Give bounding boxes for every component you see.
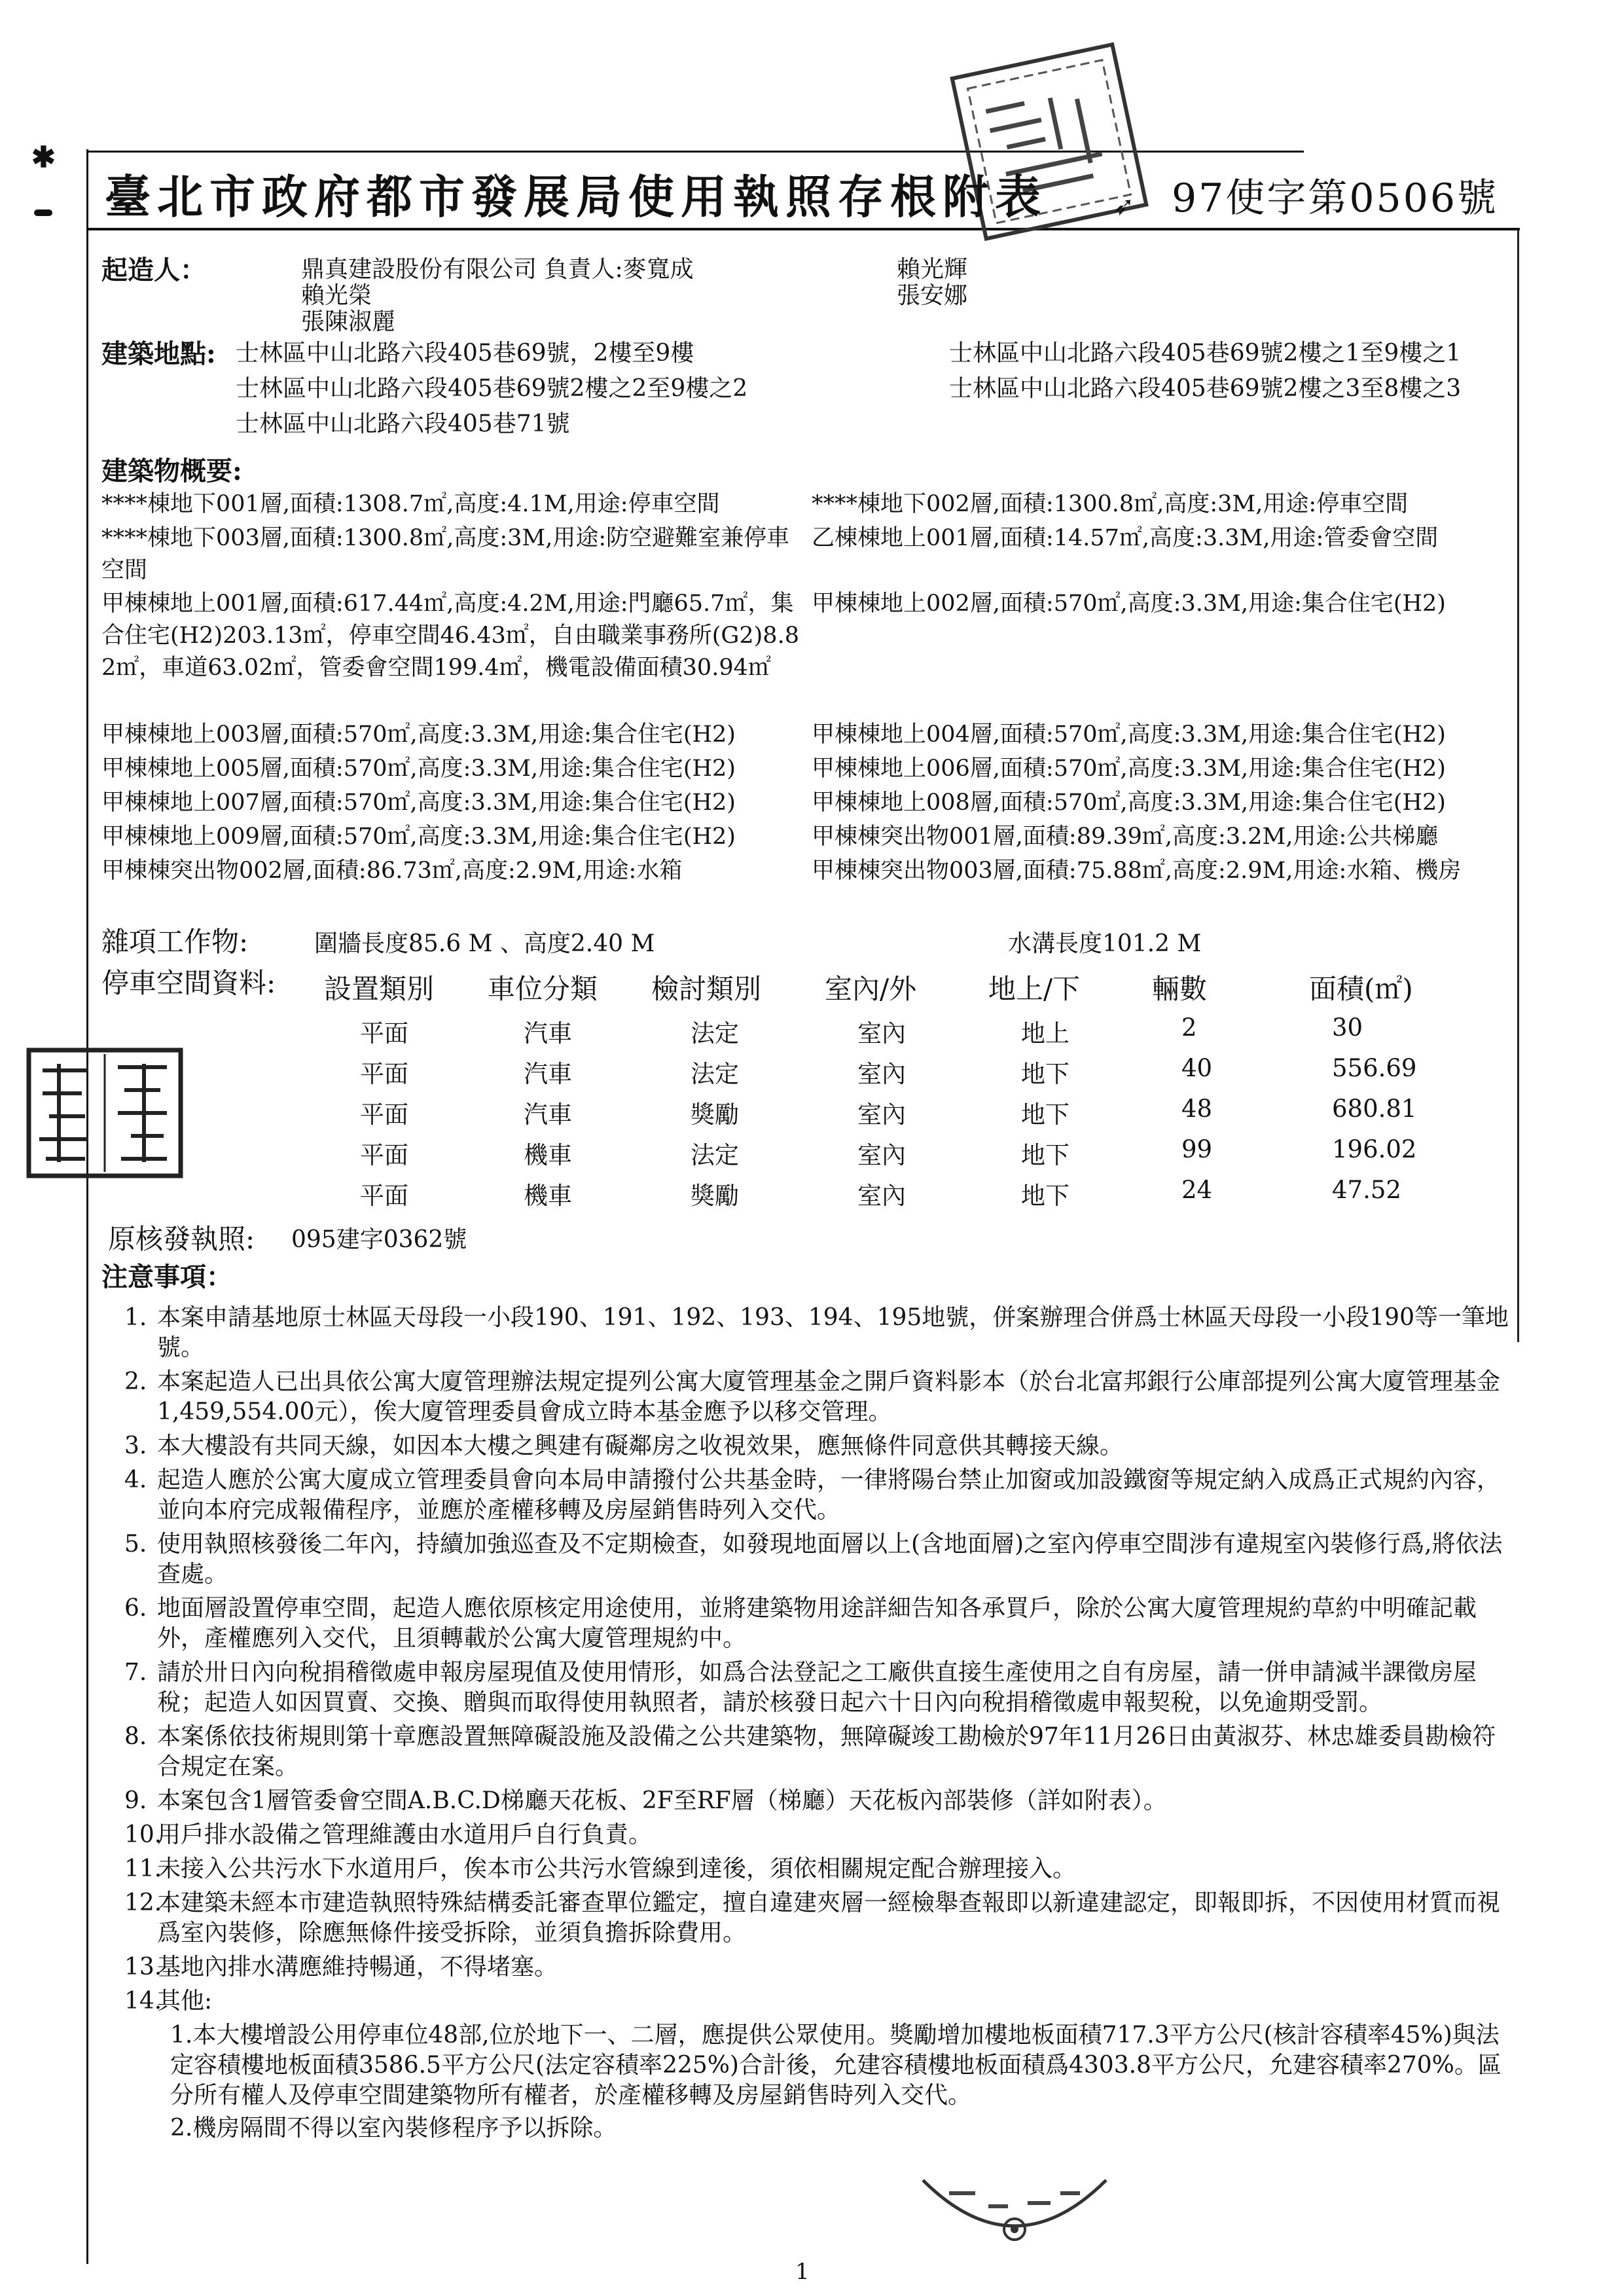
overview-item: ****棟地下001層,面積:1308.7㎡,高度:4.1M,用途:停車空間 <box>101 491 720 517</box>
original-permit-label: 原核發執照: <box>108 1223 255 1255</box>
note-number: 14. <box>124 1988 162 2014</box>
misc-works-label: 雜項工作物: <box>101 926 249 958</box>
overview-item: 甲棟棟突出物003層,面積:75.88㎡,高度:2.9M,用途:水箱、機房 <box>812 858 1462 884</box>
notes-list <box>124 1303 1519 2146</box>
parking-cell: 平面 <box>360 1019 408 1048</box>
overview-item: 甲棟棟突出物001層,面積:89.39㎡,高度:3.2M,用途:公共梯廳 <box>812 824 1439 850</box>
parking-cell: 2 <box>1181 1013 1197 1042</box>
wall-spec: 圍牆長度85.6 M 、高度2.40 M <box>314 930 655 957</box>
other-item: 2.機房隔間不得以室內裝修程序予以拆除。 <box>170 2115 617 2141</box>
parking-cell: 196.02 <box>1332 1135 1417 1163</box>
note-text: 其他: <box>157 1988 213 2014</box>
note-text: 地面層設置停車空間，起造人應依原核定用途使用，並將建築物用途詳細告知各承買戶，除於公寓大廈管理規約草約中明確記載外，產權應列入交代，且須轉載於公寓大廈管理規約中。 <box>157 1595 1477 1652</box>
overview-item: 甲棟棟突出物002層,面積:86.73㎡,高度:2.9M,用途:水箱 <box>101 858 683 884</box>
note-number: 4. <box>124 1467 147 1493</box>
parking-cell: 室內 <box>857 1060 906 1088</box>
parking-label: 停車空間資料: <box>101 967 276 999</box>
note-number: 2. <box>124 1368 147 1395</box>
note-number: 8. <box>124 1723 147 1750</box>
builder-name: 賴光輝 <box>897 256 968 283</box>
overview-item: 甲棟棟地上006層,面積:570㎡,高度:3.3M,用途:集合住宅(H2) <box>812 756 1446 782</box>
note-text: 本案包含1層管委會空間A.B.C.D梯廳天花板、2F至RF層（梯廳）天花板內部裝修（詳如附表）。 <box>157 1787 1167 1814</box>
note-text: 本大樓設有共同天線，如因本大樓之興建有礙鄰房之收視效果，應無條件同意供其轉接天線。 <box>157 1432 1124 1459</box>
note-item <box>124 1722 1519 1782</box>
note-item <box>124 1529 1519 1590</box>
parking-cell: 99 <box>1181 1135 1213 1163</box>
overview-item: ****棟地下003層,面積:1300.8㎡,高度:3M,用途:防空避難室兼停車空間 <box>101 525 790 583</box>
parking-cell: 汽車 <box>524 1060 572 1088</box>
parking-cell: 法定 <box>691 1019 739 1048</box>
overview-item: ****棟地下002層,面積:1300.8㎡,高度:3M,用途:停車空間 <box>812 491 1409 517</box>
note-item <box>124 1367 1519 1427</box>
parking-cell: 680.81 <box>1332 1095 1417 1123</box>
page-title: 臺北市政府都市發展局使用執照存根附表 <box>105 170 1047 224</box>
note-text: 起造人應於公寓大廈成立管理委員會向本局申請撥付公共基金時，一律將陽台禁止加窗或加設鐵窗等規定納入成爲正式規約內容，並向本府完成報備程序，並應於產權移轉及房屋銷售時列入交代。 <box>157 1467 1501 1523</box>
site-address: 士林區中山北路六段405巷69號2樓之2至9樓之2 <box>236 375 748 402</box>
overview-item: 甲棟棟地上001層,面積:617.44㎡,高度:4.2M,用途:門廳65.7㎡，集合住宅(H2)203.13㎡，停車空間46.43㎡，自由職業事務所(G2)8.82㎡，車道63.02㎡，管委會空間199.4㎡，機電設備面積30.94㎡ <box>101 591 799 681</box>
parking-cell: 24 <box>1181 1176 1213 1204</box>
site-address: 士林區中山北路六段405巷69號，2樓至9樓 <box>236 340 694 367</box>
original-permit-number: 095建字0362號 <box>291 1226 467 1253</box>
parking-header: 車位分類 <box>488 973 598 1005</box>
builder-name: 張安娜 <box>897 282 968 309</box>
overview-item: 甲棟棟地上003層,面積:570㎡,高度:3.3M,用途:集合住宅(H2) <box>101 721 736 748</box>
parking-cell: 地下 <box>1021 1060 1070 1088</box>
note-text: 本建築未經本市建造執照特殊結構委託審查單位鑑定，擅自違建夾層一經檢舉查報即以新違建認定，即報即拆，不因使用材質而視爲室內裝修，除應無條件接受拆除，並須負擔拆除費用。 <box>157 1889 1501 1946</box>
note-text: 本案係依技術規則第十章應設置無障礙設施及設備之公共建築物，無障礙竣工勘檢於97年11月26日由黃淑芬、林忠雄委員勘檢符合規定在案。 <box>157 1723 1496 1780</box>
note-item <box>124 1786 1519 1816</box>
other-item: 1.本大樓增設公用停車位48部,位於地下一、二層，應提供公眾使用。獎勵增加樓地板面積717.3平方公尺(核計容積率45%)與法定容積樓地板面積3586.5平方公尺(法定容積率225%)合計後，允建容積樓地板面積爲4303.8平方公尺，允建容積率270%。區分所有權人及停車空間建築物所有權者，於產權移轉及房屋銷售時列入交代。 <box>170 2022 1501 2109</box>
note-text: 基地內排水溝應維持暢通，不得堵塞。 <box>157 1954 558 1980</box>
notes-label: 注意事項： <box>101 1262 232 1292</box>
note-number: 3. <box>124 1432 147 1459</box>
parking-cell: 汽車 <box>524 1019 572 1048</box>
note-number: 13. <box>124 1954 162 1980</box>
parking-cell: 室內 <box>857 1101 906 1129</box>
site-address: 士林區中山北路六段405巷71號 <box>236 410 570 437</box>
parking-cell: 地上 <box>1021 1019 1070 1048</box>
note-text: 本案起造人已出具依公寓大廈管理辦法規定提列公寓大廈管理基金之開戶資料影本（於台北富邦銀行公庫部提列公寓大廈管理基金1,459,554.00元），俟大廈管理委員會成立時本基金應予以移交管理。 <box>157 1368 1501 1425</box>
parking-cell: 平面 <box>360 1101 408 1129</box>
official-seal-stamp-bottom <box>910 2174 1119 2259</box>
parking-cell: 機車 <box>524 1141 572 1169</box>
parking-cell: 室內 <box>857 1019 906 1048</box>
note-text: 本案申請基地原士林區天母段一小段190、191、192、193、194、195地號，併案辦理合併爲士林區天母段一小段190等一筆地號。 <box>157 1304 1509 1361</box>
overview-item: 乙棟棟地上001層,面積:14.57㎡,高度:3.3M,用途:管委會空間 <box>812 525 1439 551</box>
overview-item: 甲棟棟地上004層,面積:570㎡,高度:3.3M,用途:集合住宅(H2) <box>812 721 1446 748</box>
note-text: 使用執照核發後二年內，持續加強巡查及不定期檢查，如發現地面層以上(含地面層)之室內停車空間涉有違規室內裝修行爲,將依法查處。 <box>157 1531 1503 1588</box>
parking-cell: 平面 <box>360 1182 408 1210</box>
parking-cell: 地下 <box>1021 1141 1070 1169</box>
frame-left-line <box>86 149 88 2264</box>
parking-cell: 平面 <box>360 1141 408 1169</box>
note-number: 12. <box>124 1889 162 1916</box>
note-text: 請於卅日內向稅捐稽徵處申報房屋現值及使用情形，如爲合法登記之工廠供直接生產使用之自有房屋，請一併申請減半課徵房屋稅；起造人如因買賣、交換、贈與而取得使用執照者，請於核發日起六十日內向稅捐稽徵處申報契稅，以免逾期受罰。 <box>157 1659 1477 1716</box>
parking-header: 輛數 <box>1152 973 1208 1005</box>
parking-cell: 法定 <box>691 1060 739 1088</box>
document-number: 97使字第0506號 <box>1172 175 1499 221</box>
parking-header: 設置類別 <box>324 973 435 1005</box>
site-address: 士林區中山北路六段405巷69號2樓之1至9樓之1 <box>949 340 1462 367</box>
parking-cell: 地下 <box>1021 1182 1070 1210</box>
note-item <box>124 1854 1519 1884</box>
frame-right-line <box>1517 229 1519 1342</box>
parking-cell: 47.52 <box>1332 1176 1401 1204</box>
parking-header: 面積(㎡) <box>1309 973 1413 1005</box>
official-seal-stamp-left <box>26 1048 183 1178</box>
note-item <box>124 1888 1519 1948</box>
other-items-list <box>124 2020 1519 2143</box>
parking-cell: 獎勵 <box>691 1101 739 1129</box>
overview-label: 建築物概要: <box>101 456 242 486</box>
parking-cell: 室內 <box>857 1182 906 1210</box>
note-item <box>124 1594 1519 1654</box>
site-address: 士林區中山北路六段405巷69號2樓之3至8樓之3 <box>949 375 1462 402</box>
parking-cell: 30 <box>1332 1013 1363 1042</box>
parking-cell: 平面 <box>360 1060 408 1088</box>
margin-mark-icon: ✱ <box>31 141 56 174</box>
title-divider-line <box>86 228 1520 230</box>
note-item <box>124 1658 1519 1718</box>
site-label: 建築地點: <box>101 338 216 369</box>
parking-cell: 556.69 <box>1332 1054 1417 1082</box>
parking-cell: 機車 <box>524 1182 572 1210</box>
note-number: 1. <box>124 1304 147 1331</box>
builder-name: 鼎真建設股份有限公司 負責人:麥寬成 <box>301 256 694 283</box>
parking-cell: 汽車 <box>524 1101 572 1129</box>
overview-item: 甲棟棟地上009層,面積:570㎡,高度:3.3M,用途:集合住宅(H2) <box>101 824 736 850</box>
ditch-spec: 水溝長度101.2 M <box>1008 930 1202 957</box>
parking-cell: 室內 <box>857 1141 906 1169</box>
note-item <box>124 1820 1519 1850</box>
parking-cell: 40 <box>1181 1054 1213 1082</box>
parking-header: 室內/外 <box>825 973 917 1005</box>
parking-cell: 地下 <box>1021 1101 1070 1129</box>
parking-cell: 獎勵 <box>691 1182 739 1210</box>
overview-item: 甲棟棟地上002層,面積:570㎡,高度:3.3M,用途:集合住宅(H2) <box>812 591 1446 617</box>
note-text: 用戶排水設備之管理維護由水道用戶自行負責。 <box>157 1821 653 1848</box>
overview-item: 甲棟棟地上005層,面積:570㎡,高度:3.3M,用途:集合住宅(H2) <box>101 756 736 782</box>
arrow-mark-icon: ➶ <box>1113 191 1135 221</box>
parking-cell: 法定 <box>691 1141 739 1169</box>
note-item <box>124 1465 1519 1525</box>
note-number: 10. <box>124 1821 162 1848</box>
parking-header: 地上/下 <box>988 973 1081 1005</box>
page-number: 1 <box>795 2259 810 2285</box>
builder-name: 張陳淑麗 <box>301 308 396 335</box>
note-item <box>124 1303 1519 1363</box>
note-item <box>124 1952 1519 1982</box>
overview-item: 甲棟棟地上008層,面積:570㎡,高度:3.3M,用途:集合住宅(H2) <box>812 790 1446 816</box>
note-number: 7. <box>124 1659 147 1686</box>
builder-name: 賴光榮 <box>301 282 372 309</box>
margin-dash-icon <box>34 210 52 216</box>
note-text: 未接入公共污水下水道用戶，俟本市公共污水管線到達後，須依相關規定配合辦理接入。 <box>157 1855 1077 1882</box>
parking-cell: 48 <box>1181 1095 1213 1123</box>
note-number: 9. <box>124 1787 147 1814</box>
note-number: 11. <box>124 1855 162 1882</box>
overview-item: 甲棟棟地上007層,面積:570㎡,高度:3.3M,用途:集合住宅(H2) <box>101 790 736 816</box>
note-item <box>124 1986 1519 2016</box>
note-number: 5. <box>124 1531 147 1558</box>
note-number: 6. <box>124 1595 147 1622</box>
note-item <box>124 1431 1519 1461</box>
builder-label: 起造人： <box>101 255 206 285</box>
parking-header: 檢討類別 <box>651 973 762 1005</box>
